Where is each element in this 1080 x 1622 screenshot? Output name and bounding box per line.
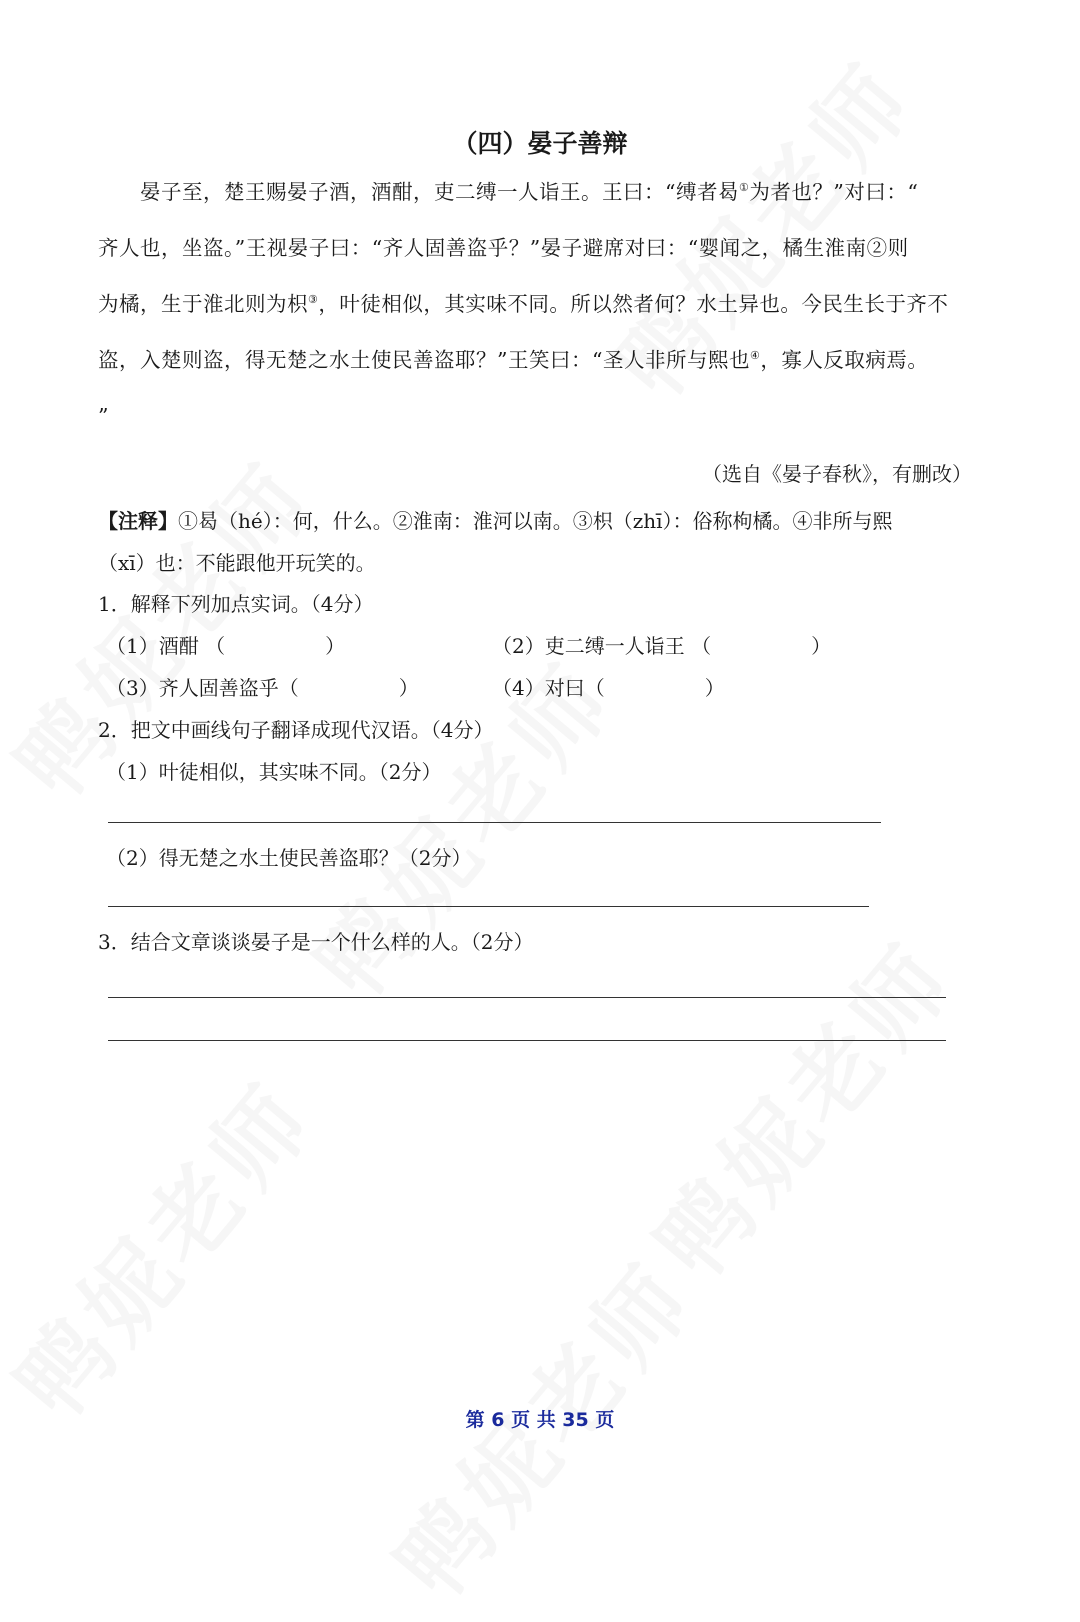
question-2-item-2: （2）得无楚之水土使民善盗耶？（2分） [106,846,472,870]
answer-line[interactable] [108,906,869,907]
question-1-item-3: （3）齐人固善盗乎（ ） [106,676,419,700]
question-1-item-4: （4）对曰（ ） [492,676,725,700]
page-number: 第 6 页 共 35 页 [465,1409,615,1431]
question-3: 3．结合文章谈谈晏子是一个什么样的人。（2分） [98,930,534,954]
passage-text: ，寡人反取病焉。 [760,348,929,372]
question-1: 1．解释下列加点实词。（4分） [98,592,374,616]
answer-line[interactable] [108,1040,946,1041]
passage [98,164,980,444]
footnote-marker: ④ [749,349,761,363]
footnote-marker: ③ [308,293,319,307]
question-2: 2．把文中画线句子翻译成现代汉语。（4分） [98,718,494,742]
notes-text: ①曷（hé）：何，什么。②淮南：淮河以南。③枳（zhī）：俗称枸橘。④非所与熙 [178,509,893,533]
passage-text: 为者也？”对曰：“ [749,180,919,204]
answer-line[interactable] [108,997,946,998]
passage-line: ” [98,404,109,428]
watermark [621,910,979,1301]
answer-line[interactable] [108,822,881,823]
passage-text: ，叶徒相似，其实味不同。所以然者何？水土异也。今民生长于齐不 [318,292,949,316]
watermark [0,1050,339,1441]
question-1-item-1: （1）酒酣 （ ） [106,634,346,658]
passage-line [98,164,980,220]
passage-text: 晏子至，楚王赐晏子酒，酒酣，吏二缚一人诣王。王曰：“缚者曷 [140,180,739,204]
notes-tag: 【注释】 [98,509,178,533]
passage-line: 齐人也，坐盗。”王视晏子曰：“齐人固善盗乎？”晏子避席对曰：“婴闻之，橘生淮南②则 [98,236,909,260]
section-title: （四）晏子善辩 [452,129,628,158]
footnote-marker: ① [738,181,750,195]
passage-text: 盗，入楚则盗，得无楚之水土使民善盗耶？”王笑曰：“圣人非所与熙也 [98,348,750,372]
question-1-item-2: （2）吏二缚一人诣王 （ ） [492,634,832,658]
notes-line: （xī）也：不能跟他开玩笑的。 [98,551,376,575]
passage-line [98,276,980,332]
source-citation: （选自《晏子春秋》，有删改） [702,462,972,486]
passage-text: 为橘，生于淮北则为枳 [98,292,308,316]
notes-line [98,500,980,542]
question-2-item-1: （1）叶徒相似，其实味不同。（2分） [106,760,442,784]
notes [98,500,980,584]
passage-line [98,332,980,388]
